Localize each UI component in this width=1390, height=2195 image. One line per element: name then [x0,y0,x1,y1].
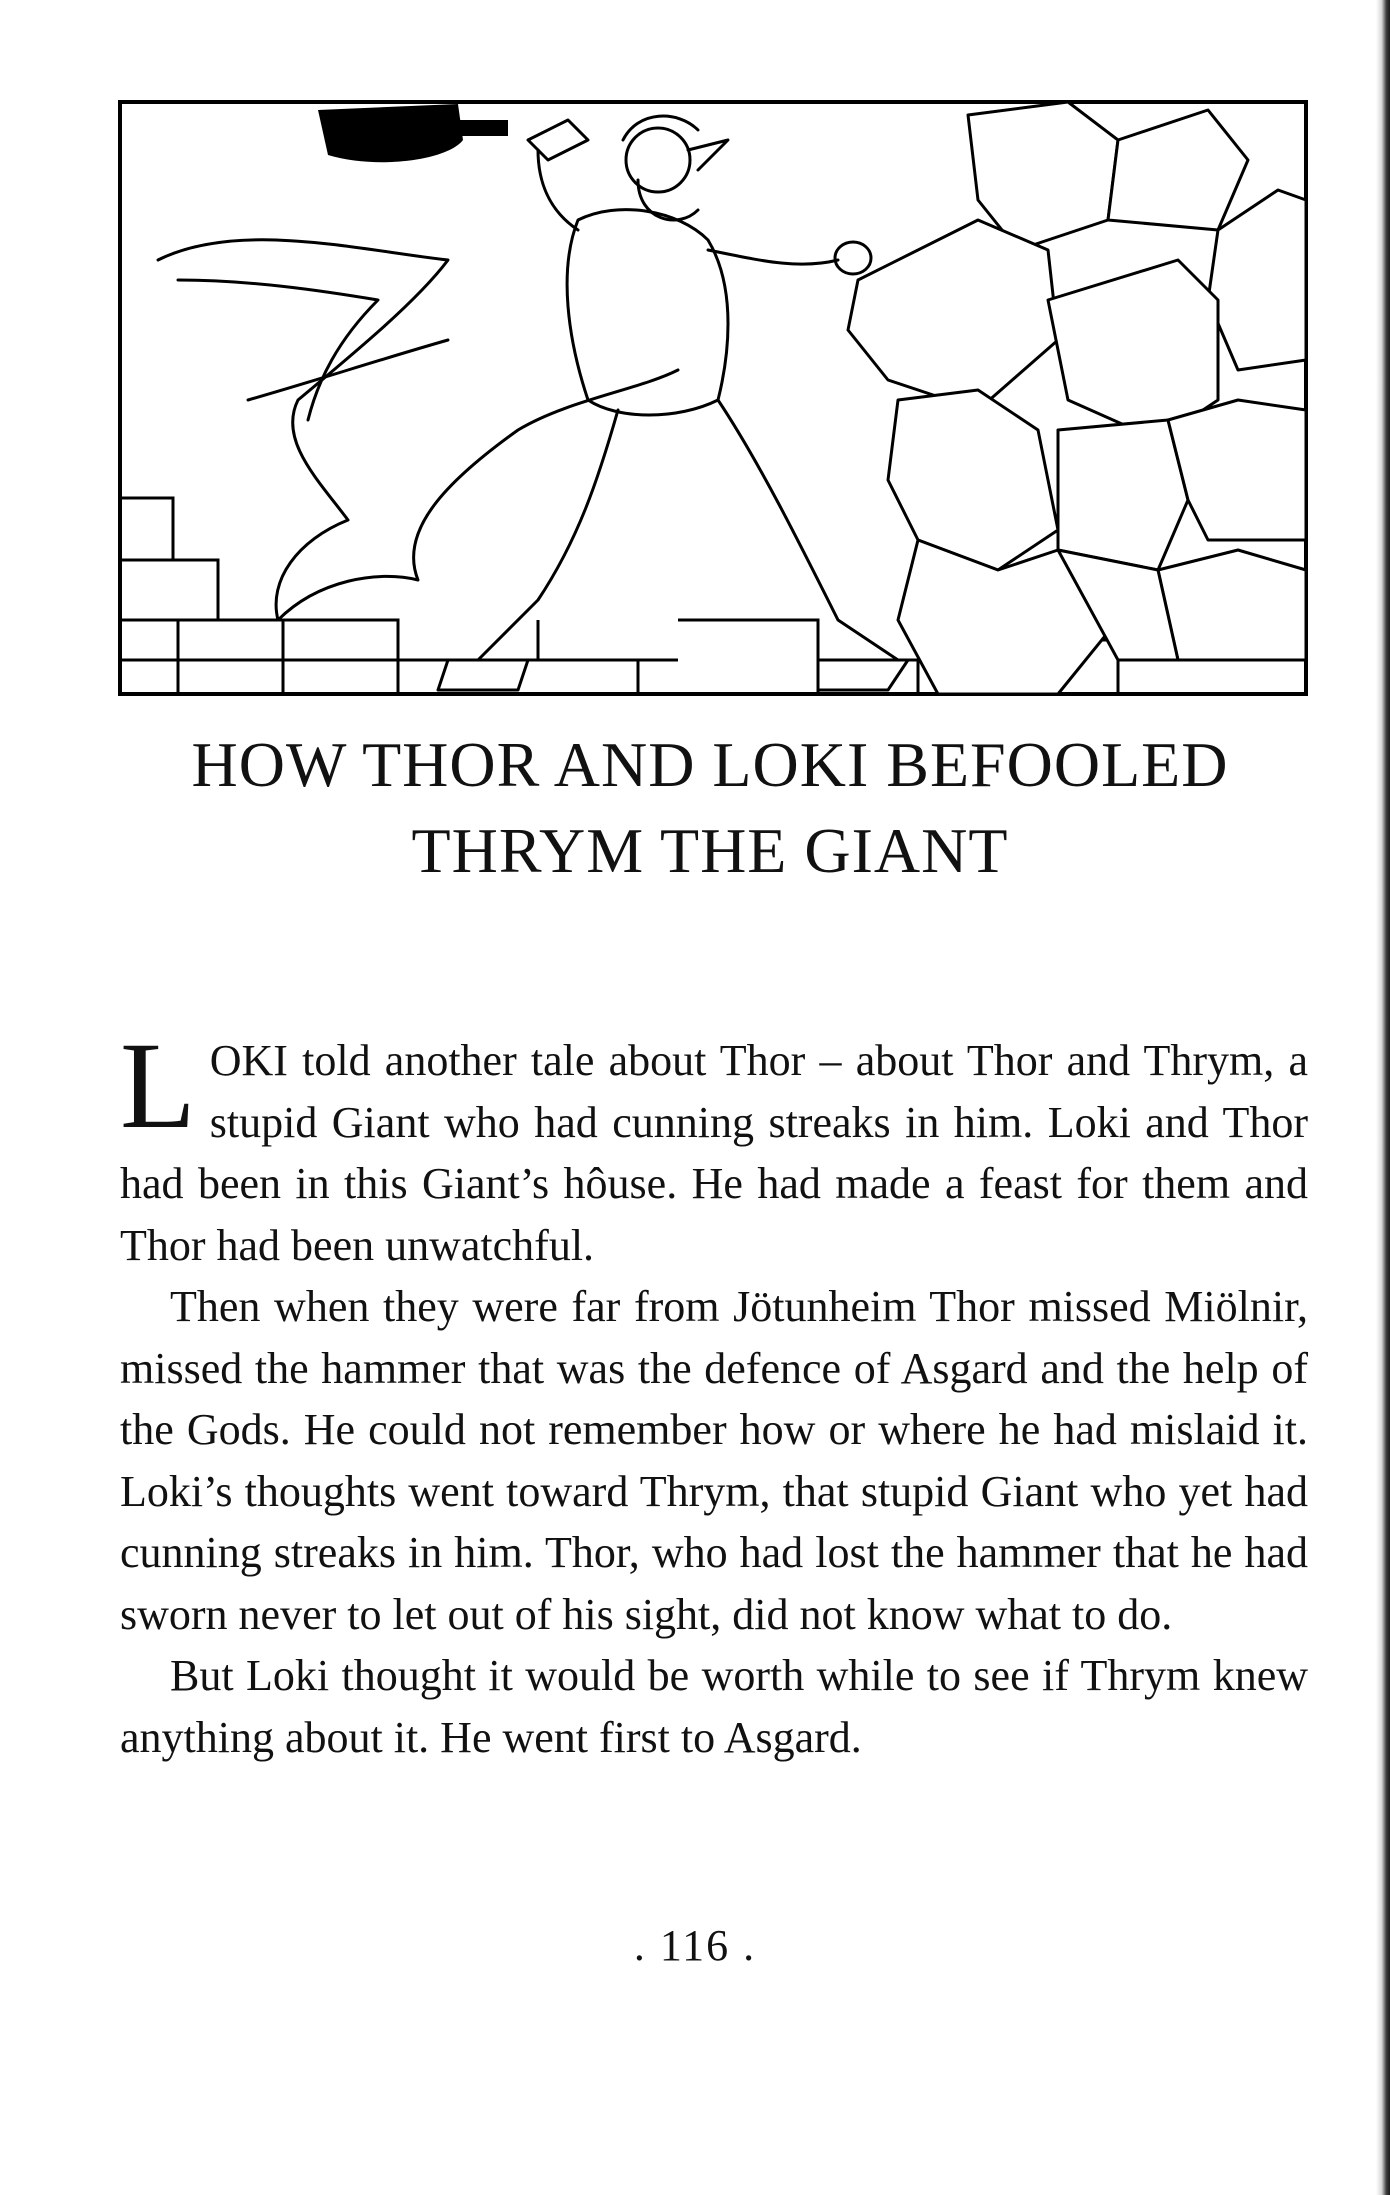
page-number: . 116 . [633,1921,757,1970]
chapter-title-line-1: HOW THOR AND LOKI BEFOOLED [191,729,1229,800]
chapter-title-line-2: THRYM THE GIANT [411,815,1009,886]
paragraph-1 [120,1017,1308,1276]
chapter-title [120,722,1300,894]
chapter-illustration [118,100,1308,696]
thor-hammer-illustration-icon [118,100,1308,696]
paragraph-1-text: OKI told another tale about Thor – about Thor and Thrym, a stupid Giant who had cunning streaks in him. Loki and Thor had been in this Giant’s hôuse. He had made a feast for them and Thor had been unwatchful. [120,1036,1308,1270]
scan-edge [1376,0,1390,2195]
body-text [120,1017,1308,1768]
paragraph-2: Then when they were far from Jötunheim Thor missed Miölnir, missed the hammer that was the defence of Asgard and the help of the Gods. He could not remember how or where he had mislaid it. Loki’s thoughts went toward Thrym, that stupid Giant who yet had cunning streaks in him. Thor, who had lost the hammer that he had sworn never to let out of his sight, did not know what to do. [120,1282,1308,1639]
paragraph-3: But Loki thought it would be worth while to see if Thrym knew anything about it. He went first to Asgard. [120,1651,1308,1762]
drop-cap: L [120,1017,196,1154]
